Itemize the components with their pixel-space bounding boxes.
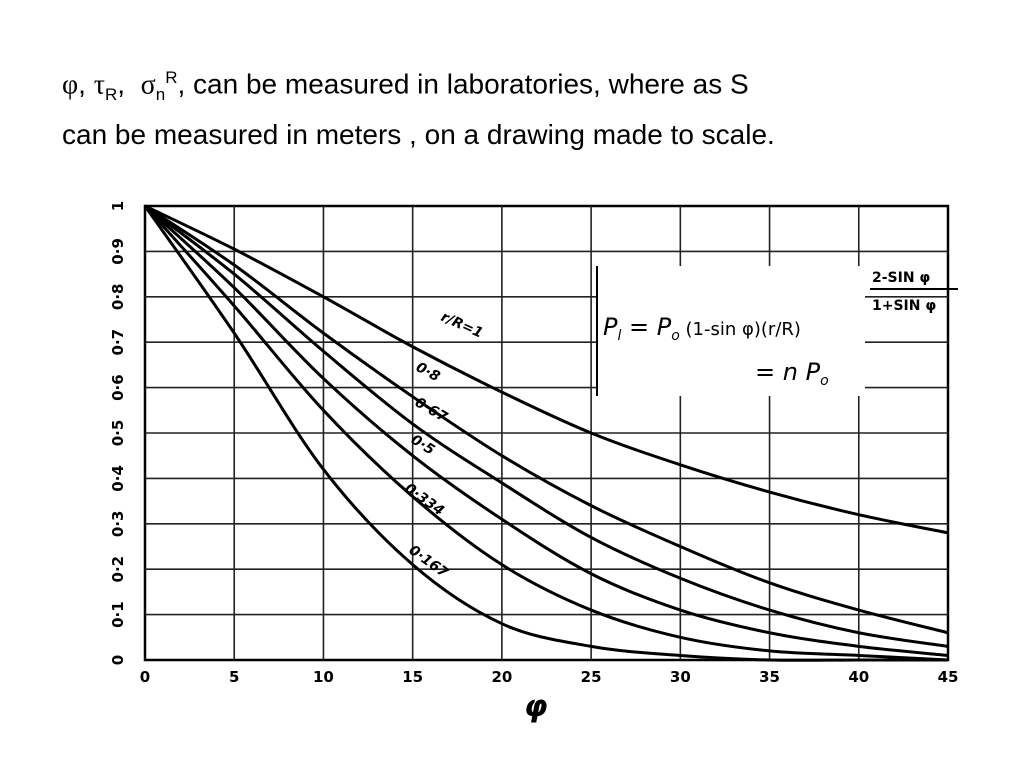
y-tick-label: 0·8 xyxy=(109,283,127,311)
x-tick-label: 45 xyxy=(937,668,959,686)
x-axis-label: φ xyxy=(524,689,548,724)
tau-subscript: R xyxy=(105,84,118,104)
side-fraction-bottom: 1+SIN φ xyxy=(872,298,937,314)
curve-label-6: 0·167 xyxy=(405,542,451,582)
sigma-symbol: σ xyxy=(140,69,156,101)
x-tick-label: 10 xyxy=(313,668,334,686)
x-tick-label: 40 xyxy=(848,668,870,686)
y-tick-label: 0·1 xyxy=(109,601,127,628)
y-tick-label: 0·7 xyxy=(109,328,127,356)
caption-line-2: can be measured in meters , on a drawing made to scale. xyxy=(62,118,775,150)
y-tick-label: 1 xyxy=(109,200,127,212)
x-tick-label: 35 xyxy=(759,668,780,686)
y-tick-label: 0·2 xyxy=(109,555,127,583)
curve-label-1: r/R=1 xyxy=(438,309,486,342)
y-tick-label: 0·5 xyxy=(109,419,127,447)
tau-symbol: τ xyxy=(93,69,105,101)
curve-label-2: 0·8 xyxy=(413,359,443,386)
x-tick-label: 30 xyxy=(669,668,691,686)
formula-line-2: = n $P_o$ xyxy=(755,358,829,389)
x-tick-label: 0 xyxy=(139,668,151,686)
sigma-subscript: n xyxy=(155,84,166,104)
curve-label-3: 0·67 xyxy=(412,394,450,426)
sigma-superscript: R xyxy=(165,68,178,87)
x-tick-label: 25 xyxy=(580,668,602,686)
curve-label-4: 0·5 xyxy=(407,431,438,459)
y-tick-label: 0·6 xyxy=(109,374,127,401)
caption-line-1: φ, $\tau_R$, $\sigma_n^R$, can be measured in laboratories, where as S xyxy=(62,68,749,104)
x-tick-label: 15 xyxy=(402,668,424,686)
formula-line-1: $P_l = P_o$ $^{(1-sin \varphi)(r/R)}$ xyxy=(603,313,801,344)
y-tick-label: 0·4 xyxy=(109,465,127,492)
side-fraction-top: 2-SIN φ xyxy=(872,270,931,286)
x-tick-label: 5 xyxy=(229,668,240,686)
y-tick-label: 0·3 xyxy=(109,510,127,538)
x-tick-label: 20 xyxy=(491,668,513,686)
y-tick-label: 0·9 xyxy=(109,238,127,265)
phi-symbol: φ xyxy=(62,69,79,101)
curve-label-5: 0·334 xyxy=(401,480,447,520)
y-tick-label: 0 xyxy=(109,654,127,666)
caption-line-1-text: , can be measured in laboratories, where as S xyxy=(177,68,749,100)
